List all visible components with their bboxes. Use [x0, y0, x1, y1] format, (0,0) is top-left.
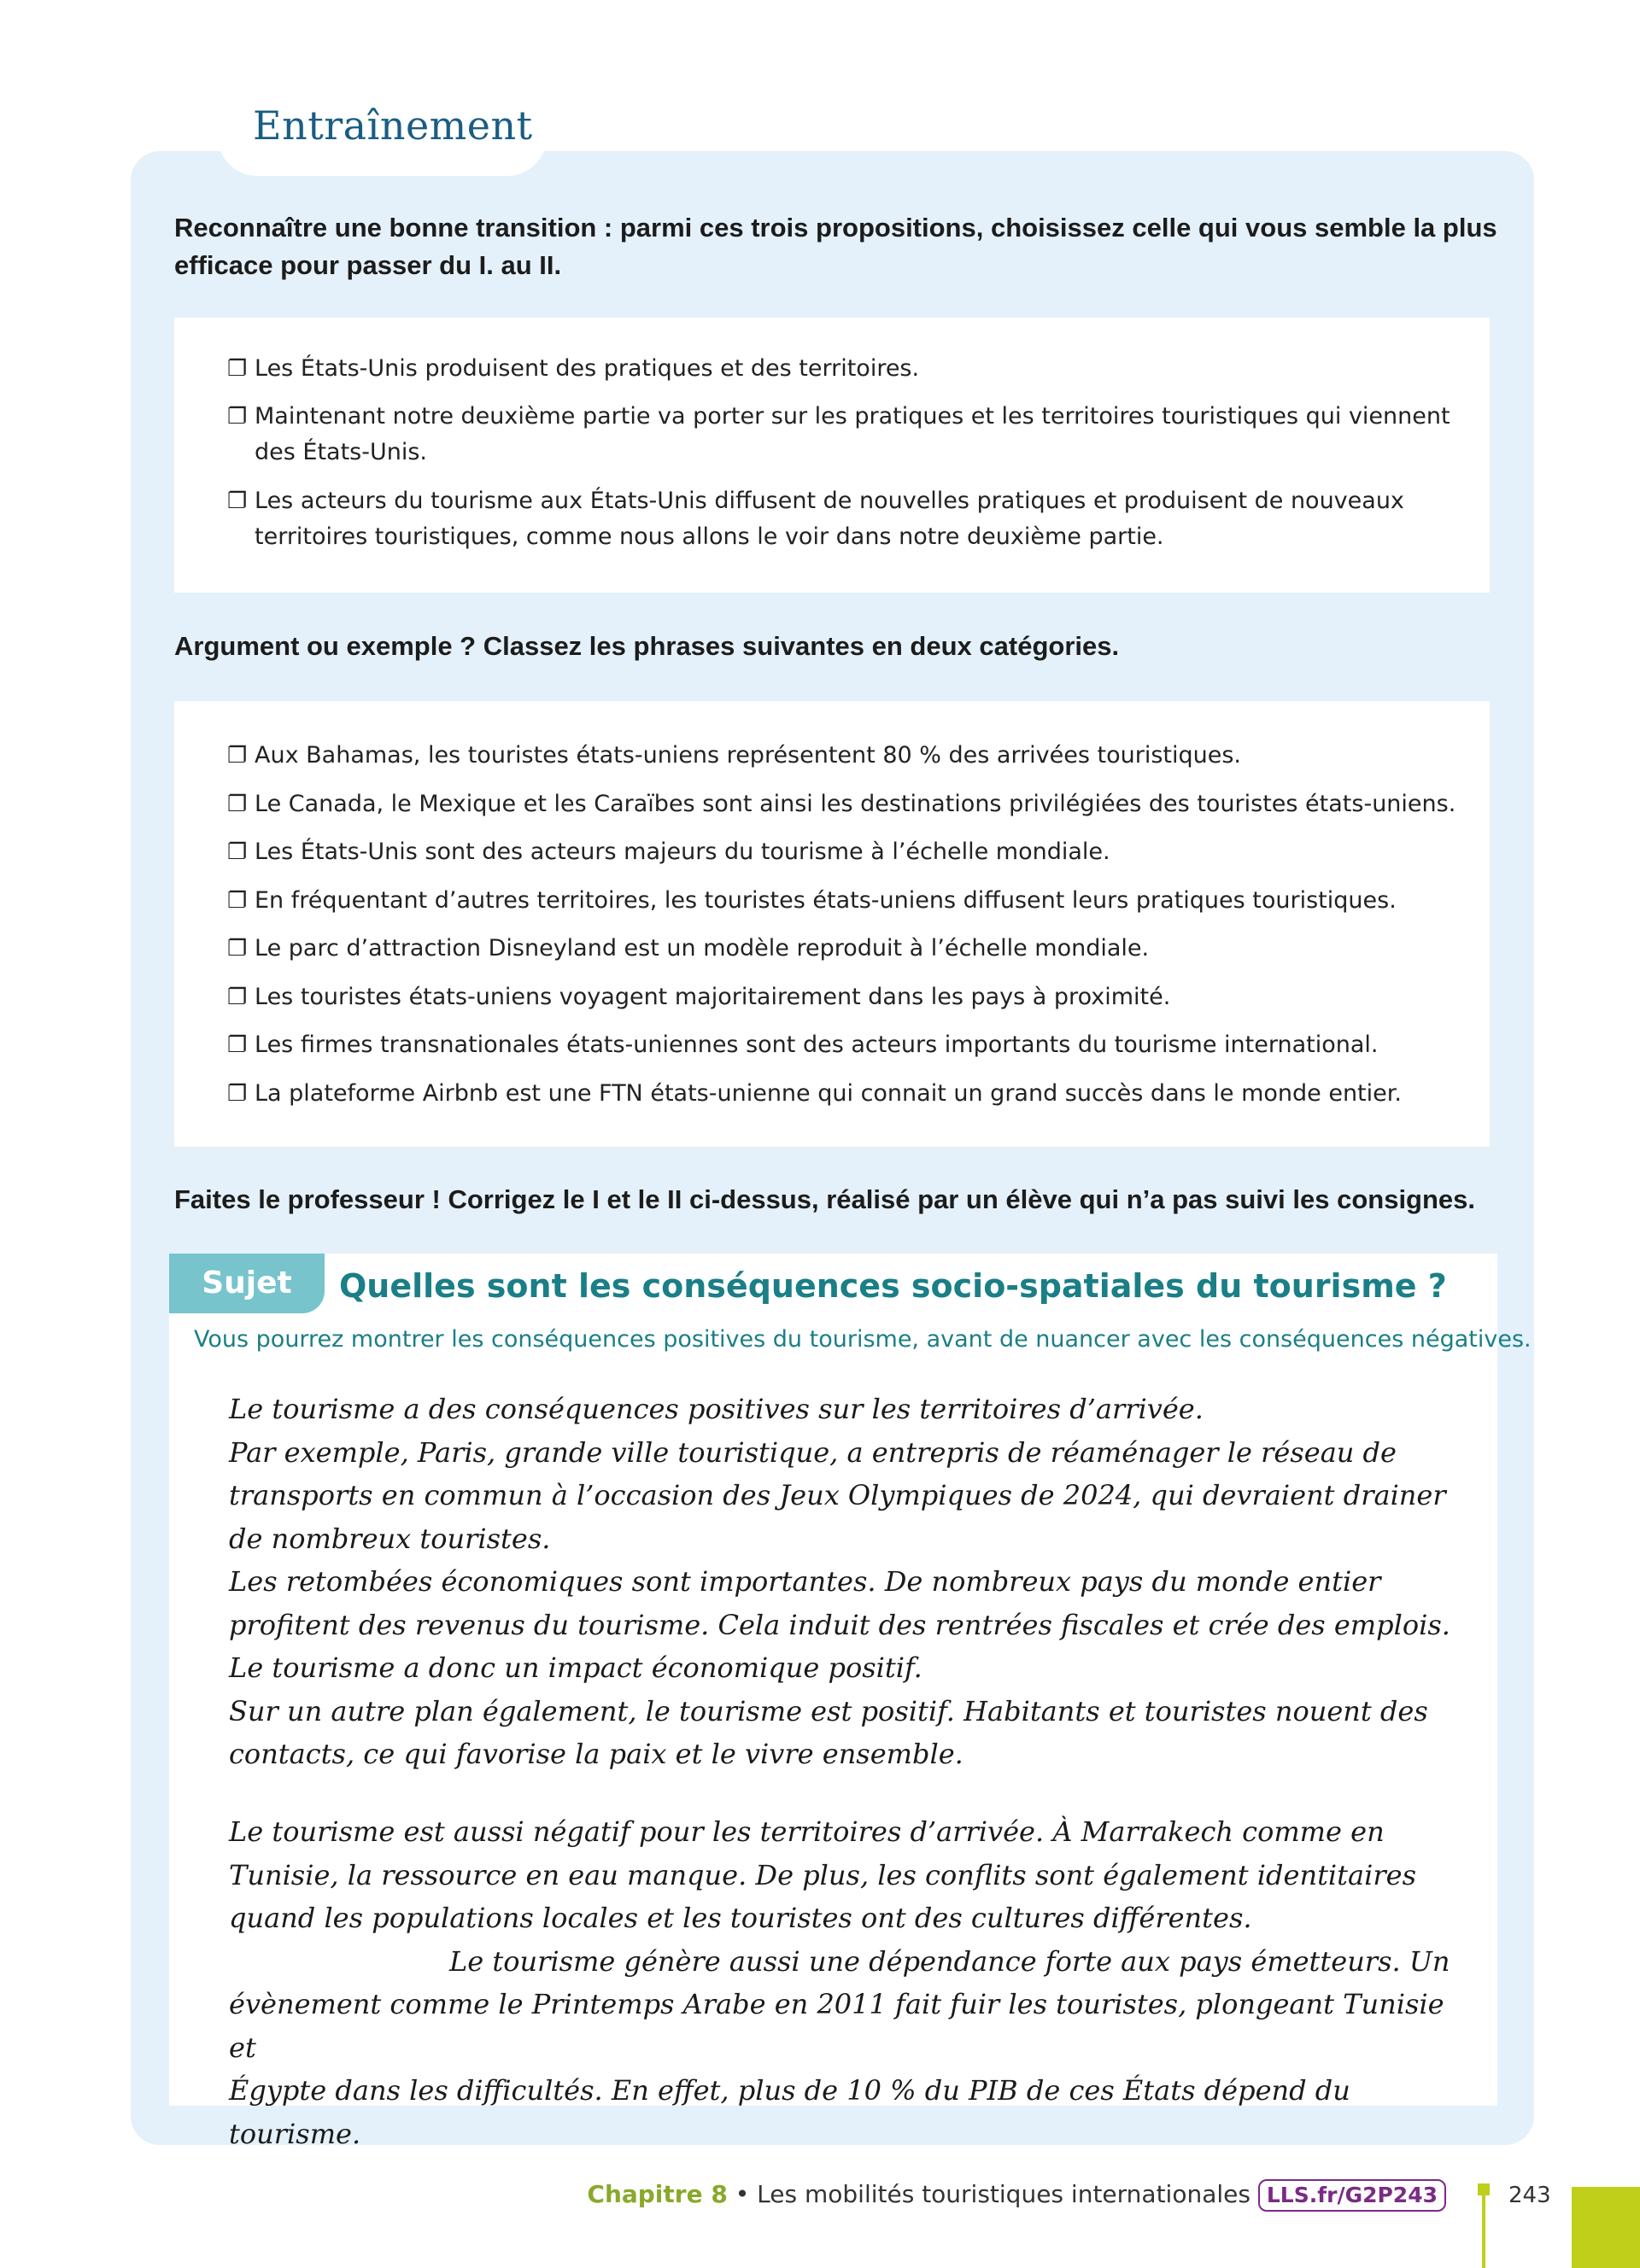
- exercise2-option[interactable]: [227, 1027, 1493, 1063]
- page-marker: [1478, 2183, 1490, 2268]
- checkbox-icon[interactable]: ❐: [227, 404, 248, 430]
- sujet-title: Quelles sont les conséquences socio-spatiales du tourisme ?: [339, 1267, 1447, 1305]
- exercise1-option[interactable]: [227, 483, 1493, 554]
- handwritten-line: quand les populations locales et les touristes ont des cultures différentes.: [229, 1902, 1252, 1934]
- exercise2-option[interactable]: [227, 786, 1493, 822]
- handwritten-line: Tunisie, la ressource en eau manque. De plus, les conflits sont également identitaires: [229, 1858, 1416, 1891]
- checkbox-icon[interactable]: ❐: [227, 1081, 248, 1107]
- lls-link[interactable]: LLS.fr/G2P243: [1258, 2179, 1446, 2212]
- exercise3-question: Faites le professeur ! Corrigez le I et le II ci-dessus, réalisé par un élève qui n’a pas suivi les consignes.: [174, 1184, 1476, 1214]
- exercise1-question: Reconnaître une bonne transition : parmi ces trois propositions, choisissez celle qui vous semble la plus efficace pour passer du I. au II.: [174, 213, 1497, 280]
- checkbox-icon[interactable]: ❐: [227, 888, 248, 914]
- option-text: Le parc d’attraction Disneyland est un modèle reproduit à l’échelle mondiale.: [255, 935, 1150, 962]
- page-number: 243: [1508, 2183, 1551, 2208]
- handwritten-line: transports en commun à l’occasion des Jeux Olympiques de 2024, qui devraient drainer: [229, 1479, 1446, 1511]
- checkbox-icon[interactable]: ❐: [227, 792, 248, 817]
- option-text: Les firmes transnationales états-uniennes sont des acteurs importants du tourisme international.: [255, 1032, 1379, 1058]
- exercise1-option[interactable]: [227, 351, 1493, 387]
- exercise2-option[interactable]: [227, 931, 1493, 967]
- checkbox-icon[interactable]: ❐: [227, 936, 248, 962]
- chapter-label: Chapitre 8: [587, 2180, 728, 2208]
- exercise2-option[interactable]: [227, 883, 1493, 919]
- option-text: Les États-Unis sont des acteurs majeurs du tourisme à l’échelle mondiale.: [255, 839, 1110, 865]
- page-footer: [587, 2179, 1446, 2212]
- handwritten-line: Le tourisme est aussi négatif pour les territoires d’arrivée. À Marrakech comme en: [229, 1815, 1385, 1848]
- page-edge-tab: [1572, 2187, 1640, 2268]
- sujet-subtitle: Vous pourrez montrer les conséquences positives du tourisme, avant de nuancer avec les conséquences négatives.: [194, 1326, 1532, 1353]
- checkbox-icon[interactable]: ❐: [227, 1032, 248, 1058]
- handwritten-line: Le tourisme génère aussi une dépendance forte aux pays émetteurs. Un: [449, 1944, 1450, 1978]
- handwritten-line: de nombreux touristes.: [229, 1522, 551, 1555]
- handwritten-line: Le tourisme a donc un impact économique positif.: [229, 1651, 922, 1684]
- option-text: En fréquentant d’autres territoires, les touristes états-uniens diffusent leurs pratiques touristiques.: [255, 887, 1397, 914]
- checkbox-icon[interactable]: ❐: [227, 488, 248, 514]
- option-text: Les acteurs du tourisme aux États-Unis diffusent de nouvelles pratiques et produisent de nouveaux territoires touristiques, comme nous allons le voir dans notre deuxième partie.: [255, 488, 1404, 550]
- section-title: Entraînement: [253, 102, 533, 149]
- handwritten-line: Égypte dans les difficultés. En effet, plus de 10 % du PIB de ces États dépend du tourisme.: [229, 2074, 1350, 2150]
- checkbox-icon[interactable]: ❐: [227, 839, 248, 865]
- handwritten-line: Par exemple, Paris, grande ville touristique, a entrepris de réaménager le réseau de: [229, 1435, 1397, 1469]
- option-text: Aux Bahamas, les touristes états-uniens représentent 80 % des arrivées touristiques.: [255, 742, 1242, 769]
- option-text: Les touristes états-uniens voyagent majoritairement dans les pays à proximité.: [255, 984, 1171, 1010]
- option-text: Maintenant notre deuxième partie va porter sur les pratiques et les territoires touristiques qui viennent des États-Unis.: [255, 403, 1450, 465]
- student-answer-paragraph-2: [229, 1810, 1476, 2155]
- handwritten-line: Les retombées économiques sont importantes. De nombreux pays du monde entier: [229, 1565, 1381, 1598]
- handwritten-line: profitent des revenus du tourisme. Cela induit des rentrées fiscales et crée des emplois.: [229, 1608, 1450, 1641]
- checkbox-icon[interactable]: ❐: [227, 356, 248, 382]
- student-answer-paragraph-1: [229, 1388, 1476, 1776]
- handwritten-line: contacts, ce qui favorise la paix et le vivre ensemble.: [229, 1738, 964, 1770]
- option-text: Le Canada, le Mexique et les Caraïbes sont ainsi les destinations privilégiées des touristes états-uniens.: [255, 791, 1456, 817]
- exercise2-option[interactable]: [227, 979, 1493, 1015]
- exercise2-option[interactable]: [227, 834, 1493, 870]
- option-text: Les États-Unis produisent des pratiques et des territoires.: [255, 355, 920, 382]
- handwritten-line: Sur un autre plan également, le tourisme est positif. Habitants et touristes nouent des: [229, 1694, 1428, 1727]
- exercise2-option[interactable]: [227, 738, 1493, 774]
- handwritten-line: évènement comme le Printemps Arabe en 2011 fait fuir les touristes, plongeant Tunisie et: [229, 1988, 1444, 2064]
- option-text: La plateforme Airbnb est une FTN états-unienne qui connait un grand succès dans le monde entier.: [255, 1080, 1402, 1107]
- exercise2-question: Argument ou exemple ? Classez les phrases suivantes en deux catégories.: [174, 631, 1120, 661]
- checkbox-icon[interactable]: ❐: [227, 743, 248, 769]
- handwritten-line: Le tourisme a des conséquences positives sur les territoires d’arrivée.: [229, 1393, 1204, 1425]
- exercise2-option[interactable]: [227, 1076, 1493, 1112]
- checkbox-icon[interactable]: ❐: [227, 985, 248, 1010]
- chapter-title: Les mobilités touristiques internationales: [757, 2180, 1250, 2208]
- separator: •: [735, 2180, 750, 2208]
- exercise1-option[interactable]: [227, 399, 1493, 470]
- sujet-label: Sujet: [169, 1254, 325, 1313]
